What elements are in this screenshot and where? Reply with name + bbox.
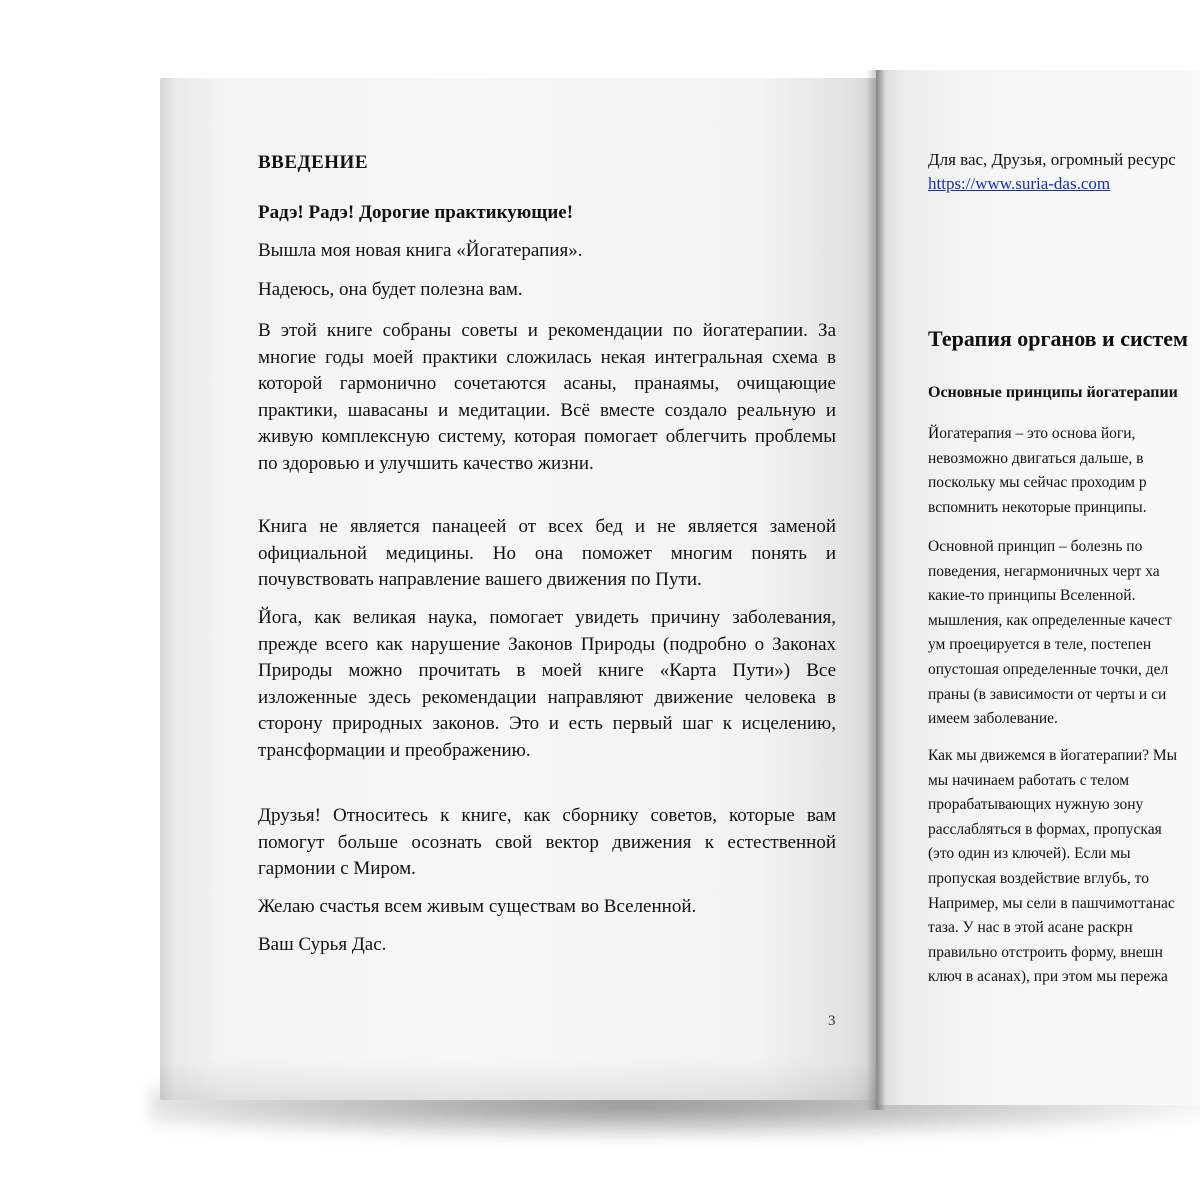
paragraph-2: Книга не является панацеей от всех бед и не является заменой официальной медицины. Но она поможет многим понять и почувствовать направление вашего движения по Пути. — [258, 516, 836, 590]
intro-line-1: Вышла моя новая книга «Йогатерапия». — [258, 240, 583, 261]
section-title: Терапия органов и систем — [928, 326, 1188, 351]
text-line: прорабатывающих нужную зону — [928, 796, 1144, 814]
signature: Ваш Сурья Дас. — [258, 934, 387, 955]
text-line: какие-то принципы Вселенной. — [928, 587, 1136, 605]
text-line: (это один из ключей). Если мы — [928, 845, 1131, 863]
text-line: имеем заболевание. — [928, 710, 1058, 728]
right-paragraph-2 — [928, 535, 1200, 732]
text-line: поведения, негармоничных черт ха — [928, 562, 1160, 580]
page-heading: ВВЕДЕНИЕ — [258, 152, 368, 173]
text-line: Йогатерапия – это основа йоги, — [928, 425, 1136, 442]
text-line: мышления, как определенные качест — [928, 611, 1172, 629]
text-line: поскольку мы сейчас проходим р — [928, 474, 1147, 492]
text-line: расслабляться в формах, пропуская — [928, 820, 1162, 838]
wish-line: Желаю счастья всем живым существам во Вселенной. — [258, 896, 697, 917]
text-line: невозможно двигаться дальше, в — [928, 449, 1144, 467]
text-line: Как мы движемся в йогатерапии? Мы — [928, 747, 1178, 764]
text-line: таза. У нас в этой асане раскрн — [928, 919, 1133, 937]
intro-line-2: Надеюсь, она будет полезна вам. — [258, 279, 523, 300]
text-line: правильно отстроить форму, внешн — [928, 943, 1163, 961]
book-spine-shadow — [866, 70, 886, 1110]
left-page — [160, 78, 878, 1100]
right-paragraph-1 — [928, 422, 1200, 520]
paragraph-1: В этой книге собраны советы и рекомендации по йогатерапии. За многие годы моей практики сложилась некая интегральная схема в которой гармонично сочетаются асаны, пранаямы, очищающие практики, шавасаны и медитации. Всё вместе создало реальную и живую комплексную систему, которая помогает облегчить проблемы по здоровью и улучшить качество жизни. — [258, 320, 836, 474]
text-line: опустошая определенные точки, дел — [928, 660, 1169, 678]
section-subtitle: Основные принципы йогатерапии — [928, 384, 1178, 401]
text-line: Основной принцип – болезнь по — [928, 538, 1143, 555]
text-line: праны (в зависимости от черты и си — [928, 685, 1167, 703]
page-number: 3 — [828, 1013, 836, 1029]
paragraph-3: Йога, как великая наука, помогает увидеть причину заболевания, прежде всего как нарушение Законов Природы (подробно о Законах Природы можно прочитать в моей книге «Карта Пути») Все изложенные здесь рекомендации направляют движение человека в сторону природных законов. Это и есть первый шаг к исцелению, трансформации и преображению. — [258, 607, 836, 761]
resource-intro: Для вас, Друзья, огромный ресурс — [928, 150, 1176, 169]
paragraph-4: Друзья! Относитесь к книге, как сборнику советов, которые вам помогут больше осознать свой вектор движения к естественной гармонии с Миром. — [258, 805, 836, 879]
website-link[interactable]: https://www.suria-das.com — [928, 174, 1111, 193]
text-line: мы начинаем работать с телом — [928, 771, 1130, 789]
text-line: пропуская воздействие вглубь, то — [928, 869, 1149, 887]
text-line: ум проецируется в теле, постепен — [928, 636, 1152, 654]
text-line: Например, мы сели в пашчимоттанас — [928, 894, 1175, 912]
right-page — [876, 70, 1200, 1105]
text-line: ключ в асанах), при этом мы пережа — [928, 968, 1168, 986]
greeting: Радэ! Радэ! Дорогие практикующие! — [258, 202, 574, 223]
right-paragraph-3 — [928, 744, 1200, 990]
text-line: вспомнить некоторые принципы. — [928, 498, 1147, 516]
